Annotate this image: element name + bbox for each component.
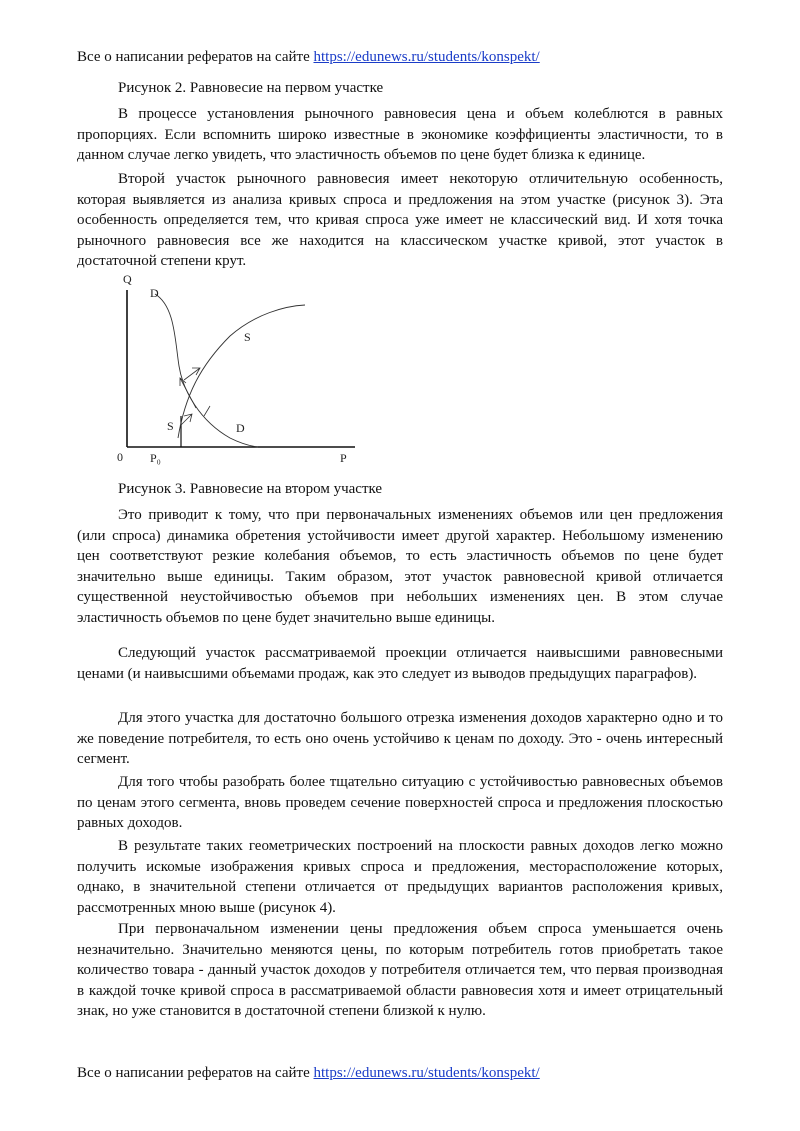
demand-label-bottom: D	[236, 421, 245, 435]
figure-2-caption: Рисунок 2. Равновесие на первом участке	[118, 80, 384, 96]
page-header	[77, 47, 540, 67]
paragraph: В результате таких геометрических построений на плоскости равных доходов легко можно получить искомые изображения кривых спроса и предложения, месторасположение которых, однако, в значительной степени отличается от предыдущих вариантов расположения кривых, рассмотренных мною выше (рисунок 4).	[77, 838, 723, 916]
paragraph: Второй участок рыночного равновесия имеет некоторую отличительную особенность, которая выявляется из анализа кривых спроса и предложения на этом участке (рисунок 3). Эта особенность определяется тем, что кривая спроса уже имеет не классический вид. И хотя точка рыночного равновесия все же находится на классическом участке кривой, этот участок в достаточной степени крут.	[77, 171, 723, 269]
figure-3-caption: Рисунок 3. Равновесие на втором участке	[118, 481, 383, 497]
paragraph: Для этого участка для достаточно большого отрезка изменения доходов характерно одно и то же поведение потребителя, то есть оно очень устойчиво к ценам по доходу. Это - очень интересный сегмент.	[77, 710, 723, 767]
p0-label: P₀	[150, 451, 161, 465]
header-link[interactable]: https://edunews.ru/students/konspekt/	[313, 49, 540, 65]
paragraph: Для того чтобы разобрать более тщательно ситуацию с устойчивостью равновесных объемов по ценам этого сегмента, вновь проведем сечение поверхностей спроса и предложения плоскостью равных доходов.	[77, 774, 723, 831]
y-axis-label: Q	[123, 272, 132, 286]
x-axis-label: P	[340, 451, 347, 465]
paragraph: При первоначальном изменении цены предложения объем спроса уменьшается очень незначительно. Значительно меняются цены, по которым потребитель готов приобретать такое количество товара - данный участок доходов у потребителя отличается тем, что первая производная в каждой точке кривой спроса в рассматриваемой области равновесия хотя и имеет отрицательный знак, но уже становится в достаточной степени близкой к нулю.	[77, 921, 723, 1019]
footer-link[interactable]: https://edunews.ru/students/konspekt/	[313, 1065, 540, 1081]
page-footer	[77, 1063, 540, 1083]
supply-curve	[178, 305, 305, 438]
cobweb-arrows	[180, 368, 210, 426]
supply-label-top: S	[244, 330, 251, 344]
figure-3-diagram	[100, 266, 370, 471]
supply-label-bottom: S	[167, 419, 174, 433]
paragraph: Это приводит к тому, что при первоначальных изменениях объемов или цен предложения (или спроса) динамика обретения устойчивости имеет другой характер. Небольшому изменению цен соответствуют резкие колебания объемов, то есть эластичность объемов по цене будет значительно выше единицы. Таким образом, этот участок равновесной кривой отличается существенной неустойчивостью объемов при небольших изменениях цен. В этом случае эластичность объемов по цене будет значительно выше единицы.	[77, 507, 723, 626]
footer-text: Все о написании рефератов на сайте	[77, 1065, 310, 1081]
paragraph: Следующий участок рассматриваемой проекции отличается наивысшими равновесными ценами (и наивысшими объемами продаж, как это следует из выводов предыдущих параграфов).	[77, 645, 723, 682]
demand-label-top: D	[150, 286, 159, 300]
origin-label: 0	[117, 450, 123, 464]
header-text: Все о написании рефератов на сайте	[77, 49, 310, 65]
paragraph: В процессе установления рыночного равновесия цена и объем колеблются в равных пропорциях. Если вспомнить широко известные в экономике коэффициенты эластичности, то в данном случае легко увидеть, что эластичность объемов по цене будет близка к единице.	[77, 106, 723, 163]
